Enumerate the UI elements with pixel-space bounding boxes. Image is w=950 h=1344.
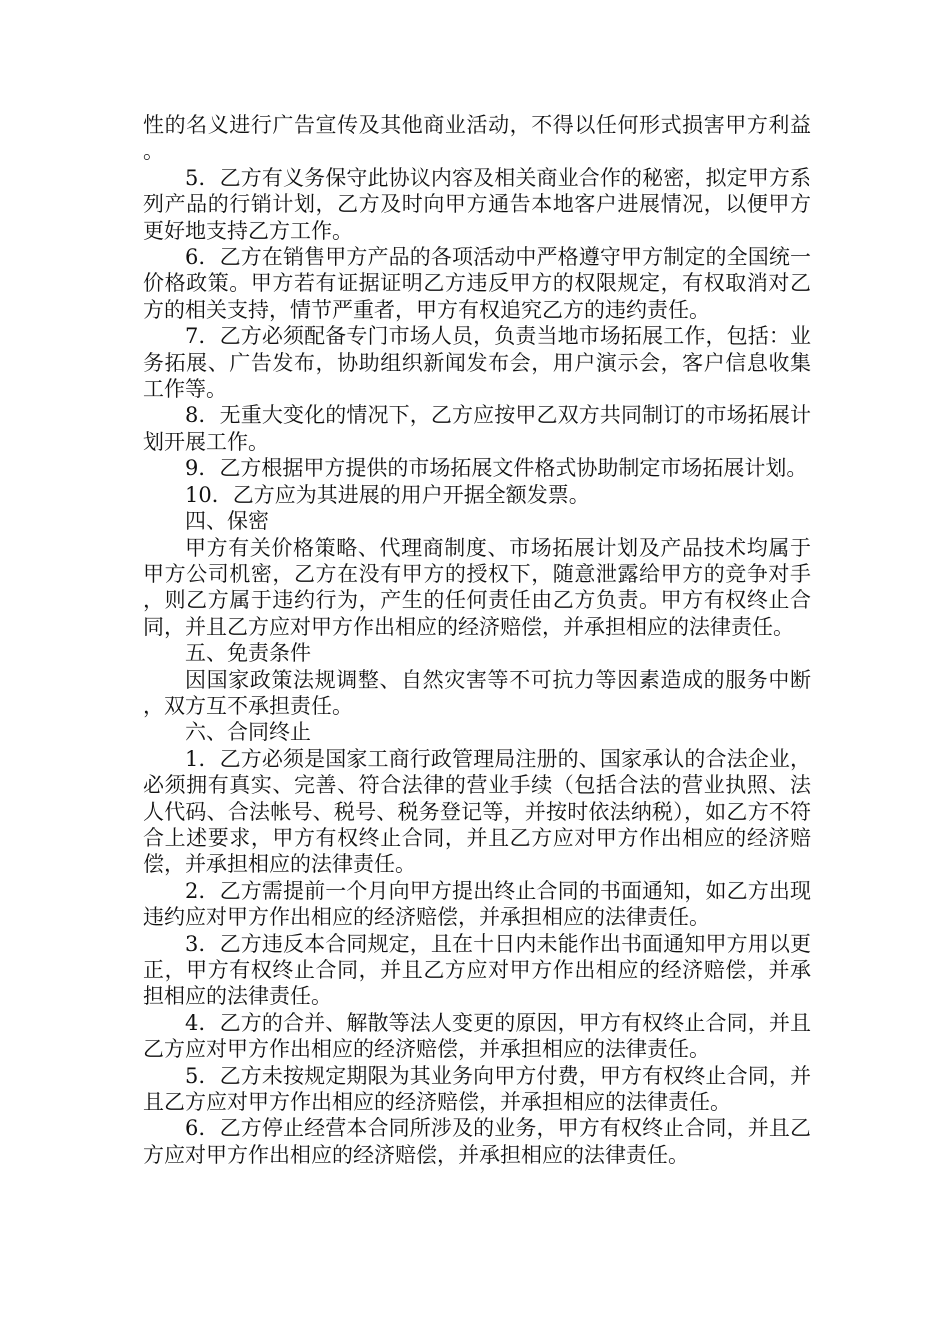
termination-clause-4: 4．乙方的合并、解散等法人变更的原因，甲方有权终止合同，并且乙方应对甲方作出相应的经济赔偿，并承担相应的法律责任。 <box>143 1010 811 1062</box>
termination-clause-6: 6．乙方停止经营本合同所涉及的业务，甲方有权终止合同，并且乙方应对甲方作出相应的经济赔偿，并承担相应的法律责任。 <box>143 1116 811 1167</box>
section-heading-confidentiality: 四、保密 <box>185 509 269 534</box>
exemption-paragraph: 因国家政策法规调整、自然灾害等不可抗力等因素造成的服务中断，双方互不承担责任。 <box>143 667 811 718</box>
termination-clause-5: 5．乙方未按规定期限为其业务向甲方付费，甲方有权终止合同，并且乙方应对甲方作出相应的经济赔偿，并承担相应的法律责任。 <box>143 1063 811 1115</box>
termination-clause-3: 3．乙方违反本合同规定，且在十日内未能作出书面通知甲方用以更正，甲方有权终止合同，并且乙方应对甲方作出相应的经济赔偿，并承担相应的法律责任。 <box>143 931 811 1009</box>
clause-8-expansion-plan: 8．无重大变化的情况下，乙方应按甲乙双方共同制订的市场拓展计划开展工作。 <box>143 403 811 454</box>
document-body <box>143 112 811 1168</box>
clause-9-plan-format: 9．乙方根据甲方提供的市场拓展文件格式协助制定市场拓展计划。 <box>185 456 808 481</box>
termination-clause-2: 2．乙方需提前一个月向甲方提出终止合同的书面通知，如乙方出现违约应对甲方作出相应的经济赔偿，并承担相应的法律责任。 <box>143 878 811 930</box>
confidentiality-paragraph: 甲方有关价格策略、代理商制度、市场拓展计划及产品技术均属于甲方公司机密，乙方在没有甲方的授权下，随意泄露给甲方的竞争对手，则乙方属于违约行为，产生的任何责任由乙方负责。甲方有权终止合同，并且乙方应对甲方作出相应的经济赔偿，并承担相应的法律责任。 <box>143 535 811 639</box>
section-heading-exemption: 五、免责条件 <box>185 641 311 666</box>
paragraph-continuation: 性的名义进行广告宣传及其他商业活动，不得以任何形式损害甲方利益。 <box>143 113 811 164</box>
clause-10-invoices: 10．乙方应为其进展的用户开据全额发票。 <box>185 482 590 507</box>
clause-6-price-policy: 6．乙方在销售甲方产品的各项活动中严格遵守甲方制定的全国统一价格政策。甲方若有证据证明乙方违反甲方的权限规定，有权取消对乙方的相关支持，情节严重者，甲方有权追究乙方的违约责任。 <box>143 245 811 322</box>
termination-clause-1: 1．乙方必须是国家工商行政管理局注册的、国家承认的合法企业，必须拥有真实、完善、符合法律的营业手续（包括合法的营业执照、法人代码、合法帐号、税号、税务登记等，并按时依法纳税），如乙方不符合上述要求，甲方有权终止合同，并且乙方应对甲方作出相应的经济赔偿，并承担相应的法律责任。 <box>143 746 811 877</box>
clause-5-confidentiality-obligation: 5．乙方有义务保守此协议内容及相关商业合作的秘密，拟定甲方系列产品的行销计划，乙方及时向甲方通告本地客户进展情况，以便甲方更好地支持乙方工作。 <box>143 165 811 243</box>
section-heading-termination: 六、合同终止 <box>185 720 311 745</box>
clause-7-marketing-staff: 7．乙方必须配备专门市场人员，负责当地市场拓展工作，包括：业务拓展、广告发布，协助组织新闻发布会，用户演示会，客户信息收集工作等。 <box>143 324 811 402</box>
